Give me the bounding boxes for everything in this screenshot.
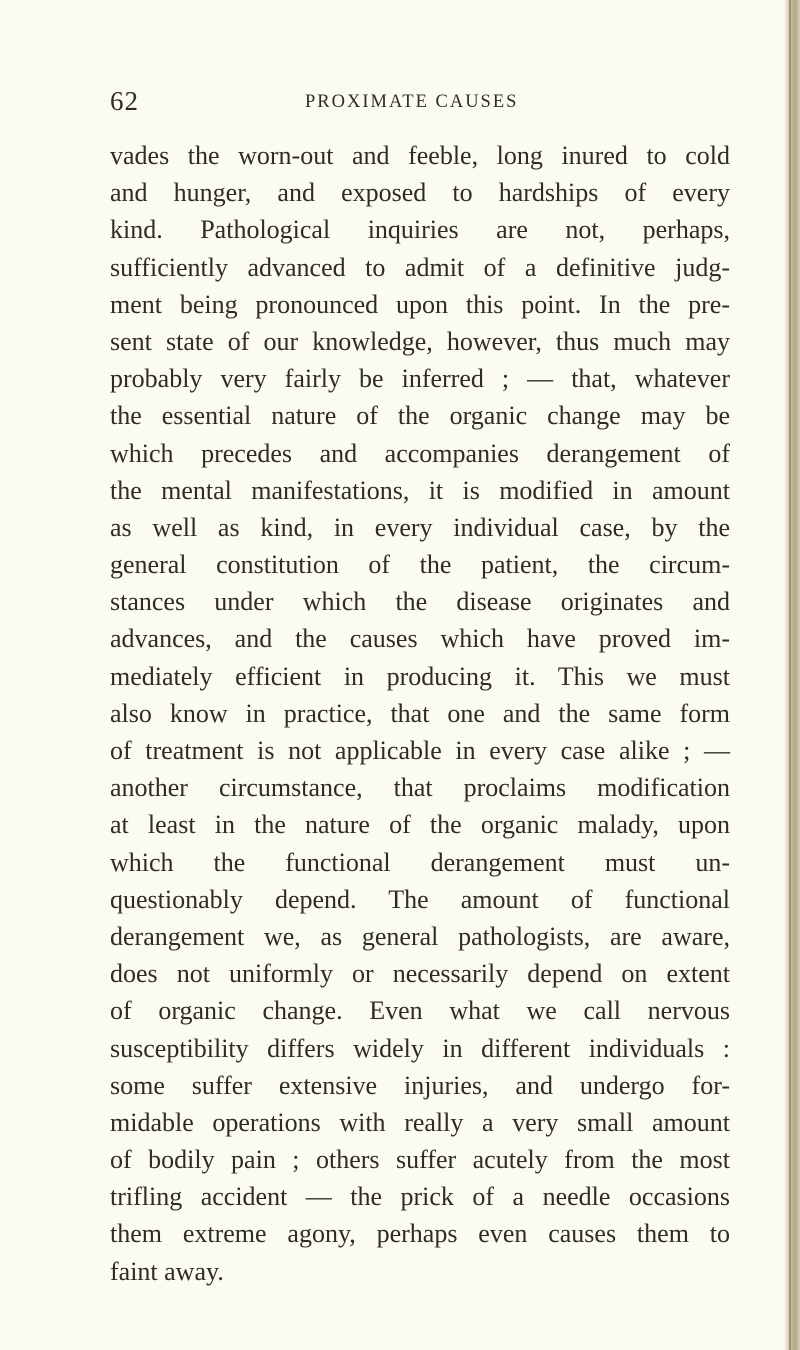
- text-line: vades the worn-out and feeble, long inured to cold: [110, 141, 730, 170]
- text-line: of organic change. Even what we call nervous: [110, 996, 730, 1026]
- text-line: of bodily pain ; others suffer acutely from the most: [110, 1145, 730, 1175]
- text-line: does not uniformly or necessarily depend on extent: [110, 959, 730, 989]
- running-head: PROXIMATE CAUSES: [305, 92, 519, 112]
- text-line: at least in the nature of the organic malady, upon: [110, 810, 730, 840]
- text-line: some suffer extensive injuries, and undergo for-: [110, 1070, 730, 1100]
- text-line: and hunger, and exposed to hardships of every: [110, 178, 730, 208]
- text-line: the essential nature of the organic change may be: [110, 401, 730, 431]
- text-line: the mental manifestations, it is modified in amount: [110, 475, 730, 505]
- text-line: which the functional derangement must un-: [110, 847, 730, 877]
- text-line: faint away.: [110, 1256, 224, 1286]
- text-line: mediately efficient in producing it. This we must: [110, 661, 730, 691]
- page-edge-shadow: [784, 0, 800, 1350]
- text-line: probably very fairly be inferred ; — that, whatever: [110, 364, 730, 394]
- text-line: sent state of our knowledge, however, thus much may: [110, 326, 730, 356]
- page-number: 62: [110, 86, 139, 116]
- text-line: another circumstance, that proclaims modification: [110, 773, 730, 803]
- text-line: general constitution of the patient, the circum-: [110, 550, 730, 580]
- text-line: them extreme agony, perhaps even causes them to: [110, 1219, 730, 1249]
- text-line: ment being pronounced upon this point. In the pre-: [110, 289, 730, 319]
- text-line: trifling accident — the prick of a needle occasions: [110, 1182, 730, 1212]
- text-line: advances, and the causes which have proved im-: [110, 624, 730, 654]
- text-line: also know in practice, that one and the same form: [110, 698, 730, 728]
- body-text: [110, 137, 730, 1290]
- page-edge-line: [789, 0, 791, 1350]
- text-line: as well as kind, in every individual case, by the: [110, 512, 730, 542]
- text-line: which precedes and accompanies derangement of: [110, 438, 730, 468]
- page-header: [110, 86, 710, 126]
- text-line: questionably depend. The amount of functional: [110, 884, 730, 914]
- text-line: derangement we, as general pathologists, are aware,: [110, 921, 730, 951]
- text-line: of treatment is not applicable in every case alike ; —: [110, 736, 730, 765]
- text-line: midable operations with really a very small amount: [110, 1107, 730, 1137]
- text-line: sufficiently advanced to admit of a definitive judg-: [110, 252, 730, 282]
- text-line: stances under which the disease originates and: [110, 587, 730, 617]
- text-line: kind. Pathological inquiries are not, perhaps,: [110, 215, 730, 245]
- text-line: susceptibility differs widely in different individuals :: [110, 1033, 730, 1063]
